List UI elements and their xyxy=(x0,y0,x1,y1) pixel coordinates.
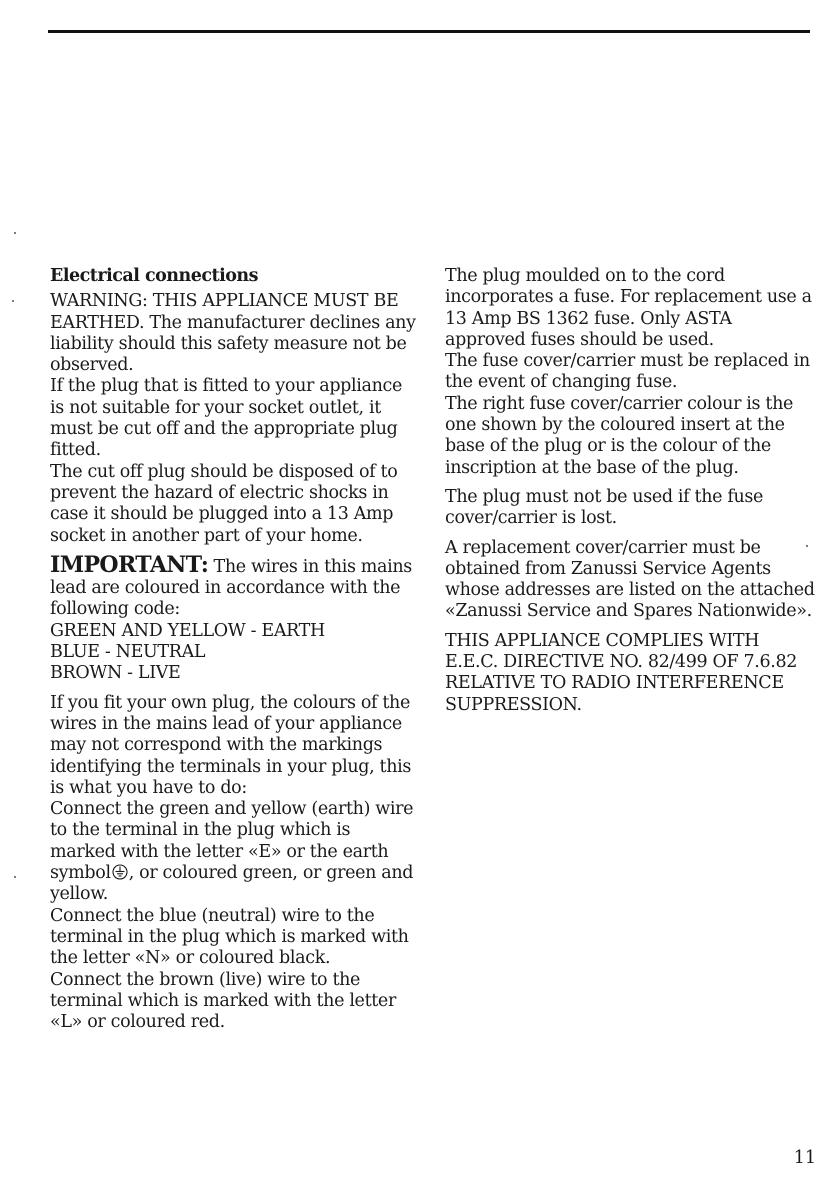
wire-code-earth: GREEN AND YELLOW - EARTH xyxy=(50,620,325,641)
earth-ground-icon xyxy=(112,864,128,880)
plug-not-suitable-paragraph: If the plug that is fitted to your appliance is not suitable for your socket outlet, it must be cut off and the appropriate plug fitted. xyxy=(50,376,402,461)
neutral-instruction-paragraph: Connect the blue (neutral) wire to the terminal in the plug which is marked with the letter «N» or coloured black. xyxy=(50,905,409,969)
right-column xyxy=(445,266,815,724)
scan-speck xyxy=(12,300,14,302)
wire-code-live: BROWN - LIVE xyxy=(50,663,181,684)
page-number: 11 xyxy=(793,1148,816,1168)
earth-instruction-paragraph xyxy=(50,799,420,905)
warning-paragraph: WARNING: THIS APPLIANCE MUST BE EARTHED. The manufacturer declines any liability should this safety measure not be observed. xyxy=(50,291,416,376)
compliance-paragraph: THIS APPLIANCE COMPLIES WITH E.E.C. DIRECTIVE NO. 82/499 OF 7.6.82 RELATIVE TO RADIO INTERFERENCE SUPPRESSION. xyxy=(445,630,798,715)
earth-instruction-text: Connect the green and yellow (earth) wire to the terminal in the plug which is marked with the letter «E» or the earth symbol xyxy=(50,799,414,884)
left-column xyxy=(50,266,420,1033)
plug-not-used-paragraph: The plug must not be used if the fuse cover/carrier is lost. xyxy=(445,486,764,529)
scan-speck xyxy=(14,232,16,234)
wire-code-neutral: BLUE - NEUTRAL xyxy=(50,642,206,663)
important-paragraph xyxy=(50,551,420,621)
fuse-cover-colour-paragraph: The right fuse cover/carrier colour is the one shown by the coloured insert at the base of the plug or is the colour of the inscription at the base of the plug. xyxy=(445,393,793,478)
own-plug-paragraph: If you fit your own plug, the colours of the wires in the mains lead of your appliance may not correspond with the markings identifying the terminals in your plug, this is what you have to do: xyxy=(50,692,411,798)
cut-off-plug-paragraph: The cut off plug should be disposed of to prevent the hazard of electric shocks in case it should be plugged into a 13 Amp socket in another part of your home. xyxy=(50,461,398,546)
section-heading: Electrical connections xyxy=(50,266,259,286)
fuse-cover-replace-paragraph: The fuse cover/carrier must be replaced in the event of changing fuse. xyxy=(445,351,810,393)
important-label: IMPORTANT: xyxy=(50,551,209,578)
replacement-paragraph: A replacement cover/carrier must be obtained from Zanussi Service Agents whose addresses are listed on the attached «Zanussi Service and Spares Nationwide». xyxy=(445,537,815,622)
fuse-intro-paragraph: The plug moulded on to the cord incorporates a fuse. For replacement use a 13 Amp BS 1362 fuse. Only ASTA approved fuses should be used. xyxy=(445,266,812,350)
important-text: The wires in this mains lead are coloured in accordance with the following code: xyxy=(50,556,412,620)
earth-instruction-tail: , or coloured green, or green and yellow. xyxy=(50,863,414,905)
top-rule xyxy=(48,30,810,33)
scan-speck xyxy=(14,876,16,878)
live-instruction-paragraph: Connect the brown (live) wire to the terminal which is marked with the letter «L» or coloured red. xyxy=(50,969,396,1033)
wire-code-list xyxy=(50,621,420,685)
